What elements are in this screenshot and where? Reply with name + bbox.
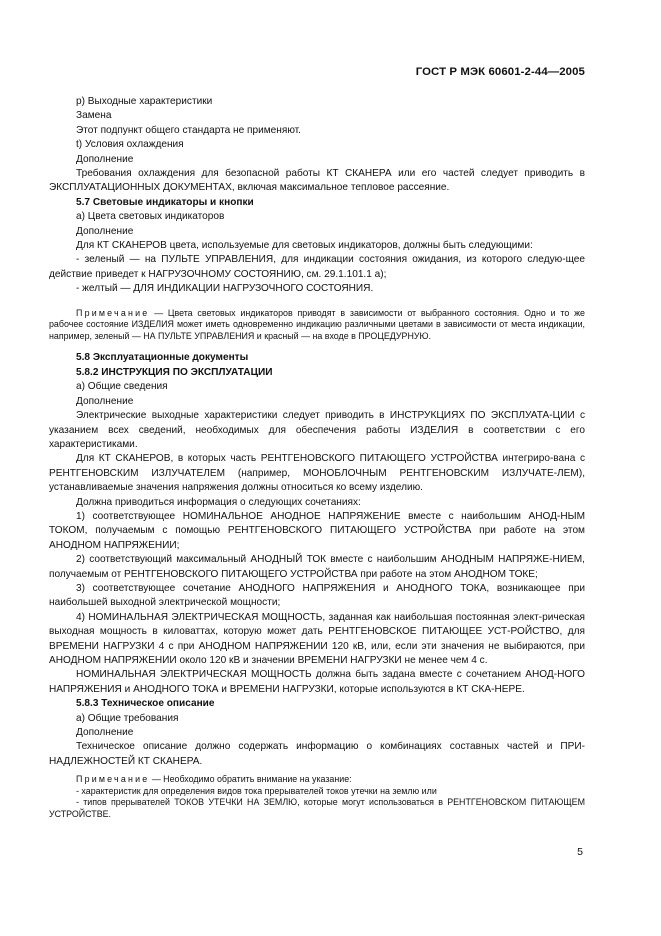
- note-label: Примечание: [76, 307, 150, 318]
- general-info-heading: а) Общие сведения: [76, 381, 168, 393]
- indicator-colours-intro: Для КТ СКАНЕРОВ цвета, используемые для световых индикаторов, должны быть следующими:: [76, 240, 533, 252]
- page-body: [49, 95, 585, 821]
- combination-item-2: 2) соответствующий максимальный АНОДНЫЙ ТОК вместе с наибольшим АНОДНЫМ НАПРЯЖЕ-НИЕМ, получаемым от РЕНТГЕНОВСКОГО ПИТАЮЩЕГО УСТРОЙСТВА при работе на этом АНОДНОМ ТОКЕ;: [49, 554, 585, 580]
- combination-item-4: 4) НОМИНАЛЬНАЯ ЭЛЕКТРИЧЕСКАЯ МОЩНОСТЬ, заданная как наибольшая постоянная элект-рическая выходная мощность в киловаттах, которую может дать РЕНТГЕНОВСКОЕ ПИТАЮЩЕЕ УСТ-РОЙСТВО, для ВРЕМЕНИ НАГРУЗКИ 4 с при АНОДНОМ НАПРЯЖЕНИИ 120 кВ, или, если эти значения не выбираются, при АНОДНОМ НАПРЯЖЕНИИ около 120 кВ и значении ВРЕМЕНИ НАГРУЗКИ не менее чем 4 с.: [49, 611, 585, 666]
- section-5-7-heading: 5.7 Световые индикаторы и кнопки: [76, 196, 254, 208]
- green-indicator-item: - зеленый — на ПУЛЬТЕ УПРАВЛЕНИЯ, для индикации состояния ожидания, из которого следую-щее действие приведет к НАГРУЗОЧНОМУ СОСТОЯНИЮ, см. 29.1.101.1 а);: [49, 254, 585, 280]
- page-number: 5: [577, 846, 583, 858]
- standard-number-header: ГОСТ Р МЭК 60601-2-44—2005: [415, 66, 585, 78]
- indicator-colours-heading: а) Цвета световых индикаторов: [76, 211, 225, 223]
- section-5-8-3-heading: 5.8.3 Техническое описание: [76, 698, 215, 710]
- section-5-8-2-heading: 5.8.2 ИНСТРУКЦИЯ ПО ЭКСПЛУАТАЦИИ: [76, 366, 273, 378]
- note-text: — Цвета световых индикаторов приводят в зависимости от выбранного состояния. Одно и то же рабочее состояние ИЗДЕЛИЯ может иметь одновременно индикацию различными цветами в зависимости от места индикации, например, зеленый — НА ПУЛЬТЕ УПРАВЛЕНИЯ и красный — на входе в ПРОЦЕДУРНУЮ.: [49, 307, 585, 341]
- subclause-t-heading: t) Условия охлаждения: [76, 139, 184, 151]
- addition-label: Дополнение: [76, 395, 134, 407]
- general-requirements-heading: а) Общие требования: [76, 712, 179, 724]
- yellow-indicator-item: - желтый — ДЛЯ ИНДИКАЦИИ НАГРУЗОЧНОГО СОСТОЯНИЯ.: [76, 283, 374, 295]
- replacement-label: Замена: [76, 110, 112, 122]
- combination-item-1: 1) соответствующее НОМИНАЛЬНОЕ АНОДНОЕ НАПРЯЖЕНИЕ вместе с наибольшим АНОД-НЫМ ТОКОМ, получаемым с помощью РЕНТГЕНОВСКОГО ПИТАЮЩЕГО УСТРОЙСТВА при работе на этом АНОДНОМ НАПРЯЖЕНИИ;: [49, 510, 585, 551]
- not-applicable-text: Этот подпункт общего стандарта не применяют.: [76, 124, 301, 136]
- cooling-requirements-paragraph: Требования охлаждения для безопасной работы КТ СКАНЕРА или его частей следует приводить в ЭКСПЛУАТАЦИОННЫХ ДОКУМЕНТАХ, включая максимальное тепловое рассеяние.: [49, 168, 585, 194]
- section-5-8-heading: 5.8 Эксплуатационные документы: [76, 352, 249, 364]
- note-list-item: - характеристик для определения видов тока прерывателей токов утечки на землю или: [76, 785, 437, 796]
- combinations-intro: Должна приводиться информация о следующих сочетаниях:: [76, 496, 361, 508]
- ct-scanner-voltage-paragraph: Для КТ СКАНЕРОВ, в которых часть РЕНТГЕНОВСКОГО ПИТАЮЩЕГО УСТРОЙСТВА интегриро-вана с РЕНТГЕНОВСКИМ ИЗЛУЧАТЕЛЕМ (например, МОНОБЛОЧНЫМ РЕНТГЕНОВСКИМ ИЗЛУЧАТЕ-ЛЕМ), устанавливаемые значения напряжения должны относиться ко всему изделию.: [49, 453, 585, 494]
- combination-item-3: 3) соответствующее сочетание АНОДНОГО НАПРЯЖЕНИЯ и АНОДНОГО ТОКА, возникающее при наибольшей выходной электрической мощности;: [49, 582, 585, 609]
- technical-description-paragraph: Техническое описание должно содержать информацию о комбинациях составных частей и ПРИ-НАДЛЕЖНОСТЕЙ КТ СКАНЕРА.: [49, 741, 585, 767]
- note-indicator-colours: [49, 308, 585, 343]
- subclause-p-heading: p) Выходные характеристики: [76, 96, 213, 107]
- nominal-power-paragraph: НОМИНАЛЬНАЯ ЭЛЕКТРИЧЕСКАЯ МОЩНОСТЬ должна быть задана вместе с сочетанием АНОД-НОГО НАПРЯЖЕНИЯ и АНОДНОГО ТОКА и ВРЕМЕНИ НАГРУЗКИ, которые используются в КТ СКА-НЕРЕ.: [49, 669, 585, 695]
- addition-label: Дополнение: [76, 727, 134, 739]
- note-technical-description: [49, 774, 585, 786]
- addition-label: Дополнение: [76, 225, 134, 237]
- note-text: — Необходимо обратить внимание на указание:: [149, 774, 352, 785]
- electrical-output-paragraph: Электрические выходные характеристики следует приводить в ИНСТРУКЦИЯХ ПО ЭКСПЛУАТА-ЦИИ с указанием всех сведений, необходимых для обеспечения работы ИЗДЕЛИЯ в соответствии с его характеристиками.: [49, 410, 585, 450]
- addition-label: Дополнение: [76, 153, 134, 165]
- note-list-item: - типов прерывателей ТОКОВ УТЕЧКИ НА ЗЕМЛЮ, которые могут использоваться в РЕНТГЕНОВСКОМ ПИТАЮЩЕМ УСТРОЙСТВЕ.: [49, 797, 585, 820]
- note-label: Примечание: [76, 774, 150, 785]
